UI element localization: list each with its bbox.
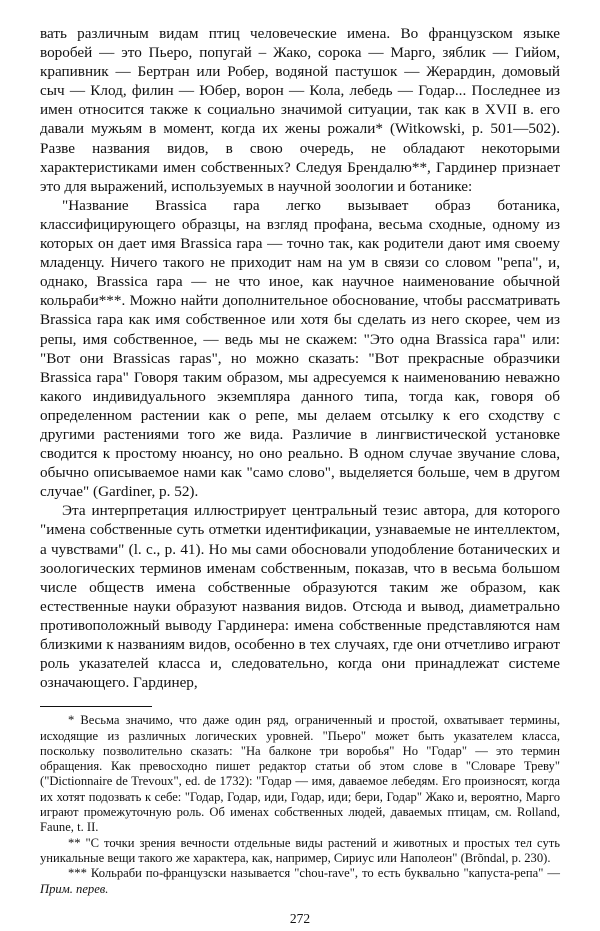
paragraph-3: Эта интерпретация иллюстрирует центральный тезис автора, для которого "имена собственные суть отметки идентификации, узнаваемые не интеллектом, а чувствами" (l. c., p. 41). Но мы сами обосновали уподобление ботанических и зоологических терминов именам собственным, показав, что в весьма большом числе обществ имена собственные образуются таким же образом, как естественные науки образуют названия видов. Отсюда и вывод, диаметрально противоположный выводу Гардинера: имена собственные представляются нам близкими к названиям видов, особенно в тех случаях, где они отчетливо играют роль указателей класса и, следовательно, когда они принадлежат системе означающего. Гардинер, [40,502,560,692]
footnote-1: * Весьма значимо, что даже один ряд, ограниченный и простой, охватывает термины, исходящие из различных логических уровней. "Пьеро" может быть указателем класса, поскольку позволительно сказать: "На балконе три воробья" Но "Годар" — это термин обращения. Как превосходно пишет редактор статьи об этом слове в "Словаре Треву" ("Dictionnaire de Trevoux", ed. de 1732): "Годар — имя, даваемое лебедям. Его произносят, когда их хотят подозвать к себе: "Годар, Годар, иди, Годар, иди; бери, Годар" Жако и, вероятно, Марго играют промежуточную роль. Об именах собственных людей, даваемых птицам, см. Rolland, Faune, t. II. [40,713,560,835]
paragraph-1: вать различным видам птиц человеческие имена. Во французском языке воробей — это Пьеро, попугай – Жако, сорока — Марго, зяблик — Гийом, крапивник — Бертран или Робер, водяной пастушок — Жерардин, домовый сыч — Клод, филин — Юбер, ворон — Кола, лебедь — Годар... Последнее из имен относится также к социально значимой ситуации, так как в XVII в. его давали мужьям в момент, когда их жены рожали* (Witkowski, p. 501—502). Разве названия видов, в свою очередь, не обладают некоторыми характеристиками имен собственных? Следуя Брендалю**, Гардинер признает это для выражений, используемых в научной зоологии и ботанике: [40,25,560,195]
document-page [40,24,560,927]
translator-note: Прим. перев. [40,881,109,896]
footnote-2: ** "С точки зрения вечности отдельные виды растений и животных и простых тел суть уникальные вещи такого же характера, как, например, Сириус или Наполеон" (Brõndal, p. 230). [40,835,560,865]
footnote-3-text: *** Кольраби по-французски называется "chou-rave", то есть буквально "капуста-репа" — [68,866,560,881]
main-text [40,24,560,692]
footnote-3 [40,866,560,897]
quote-paragraph: "Название Brassica rapa легко вызывает образ ботаника, классифицирующего образцы, на взгляд профана, весьма сходные, одному из которых он дает имя Brassica rapa — точно так, как родители дают имя своему младенцу. Ничего такого не приходит нам на ум в связи со словом "репа", и, однако, Brassica rapa — не что иное, как научное наименование обычной кольраби***. Можно найти дополнительное обоснование, чтобы рассматривать Brassica rapa как имя собственное или хотя бы сделать из него скорее, чем из репы, имя собственное, — ведь мы не скажем: "Это одна Brassica rapa" или: "Вот они Brassicas rapas", но можно сказать: "Вот прекрасные образчики Brassica rapa" Говоря таким образом, мы адресуемся к наименованию неважно какого индивидуального экземпляра данного типа, тогда как, говоря об определенном растении как о репе, мы делаем отсылку к его сходству с другими растениями того же вида. Различие в лингвистической установке сводится к простому нюансу, но оно реально. В одном случае звучание слова, обычно описываемое нами как "само слово", выделяется больше, чем в другом случае" (Gardiner, p. 52). [40,196,560,501]
page-number: 272 [289,910,311,926]
footnotes [40,713,560,897]
footnote-separator [40,706,152,707]
